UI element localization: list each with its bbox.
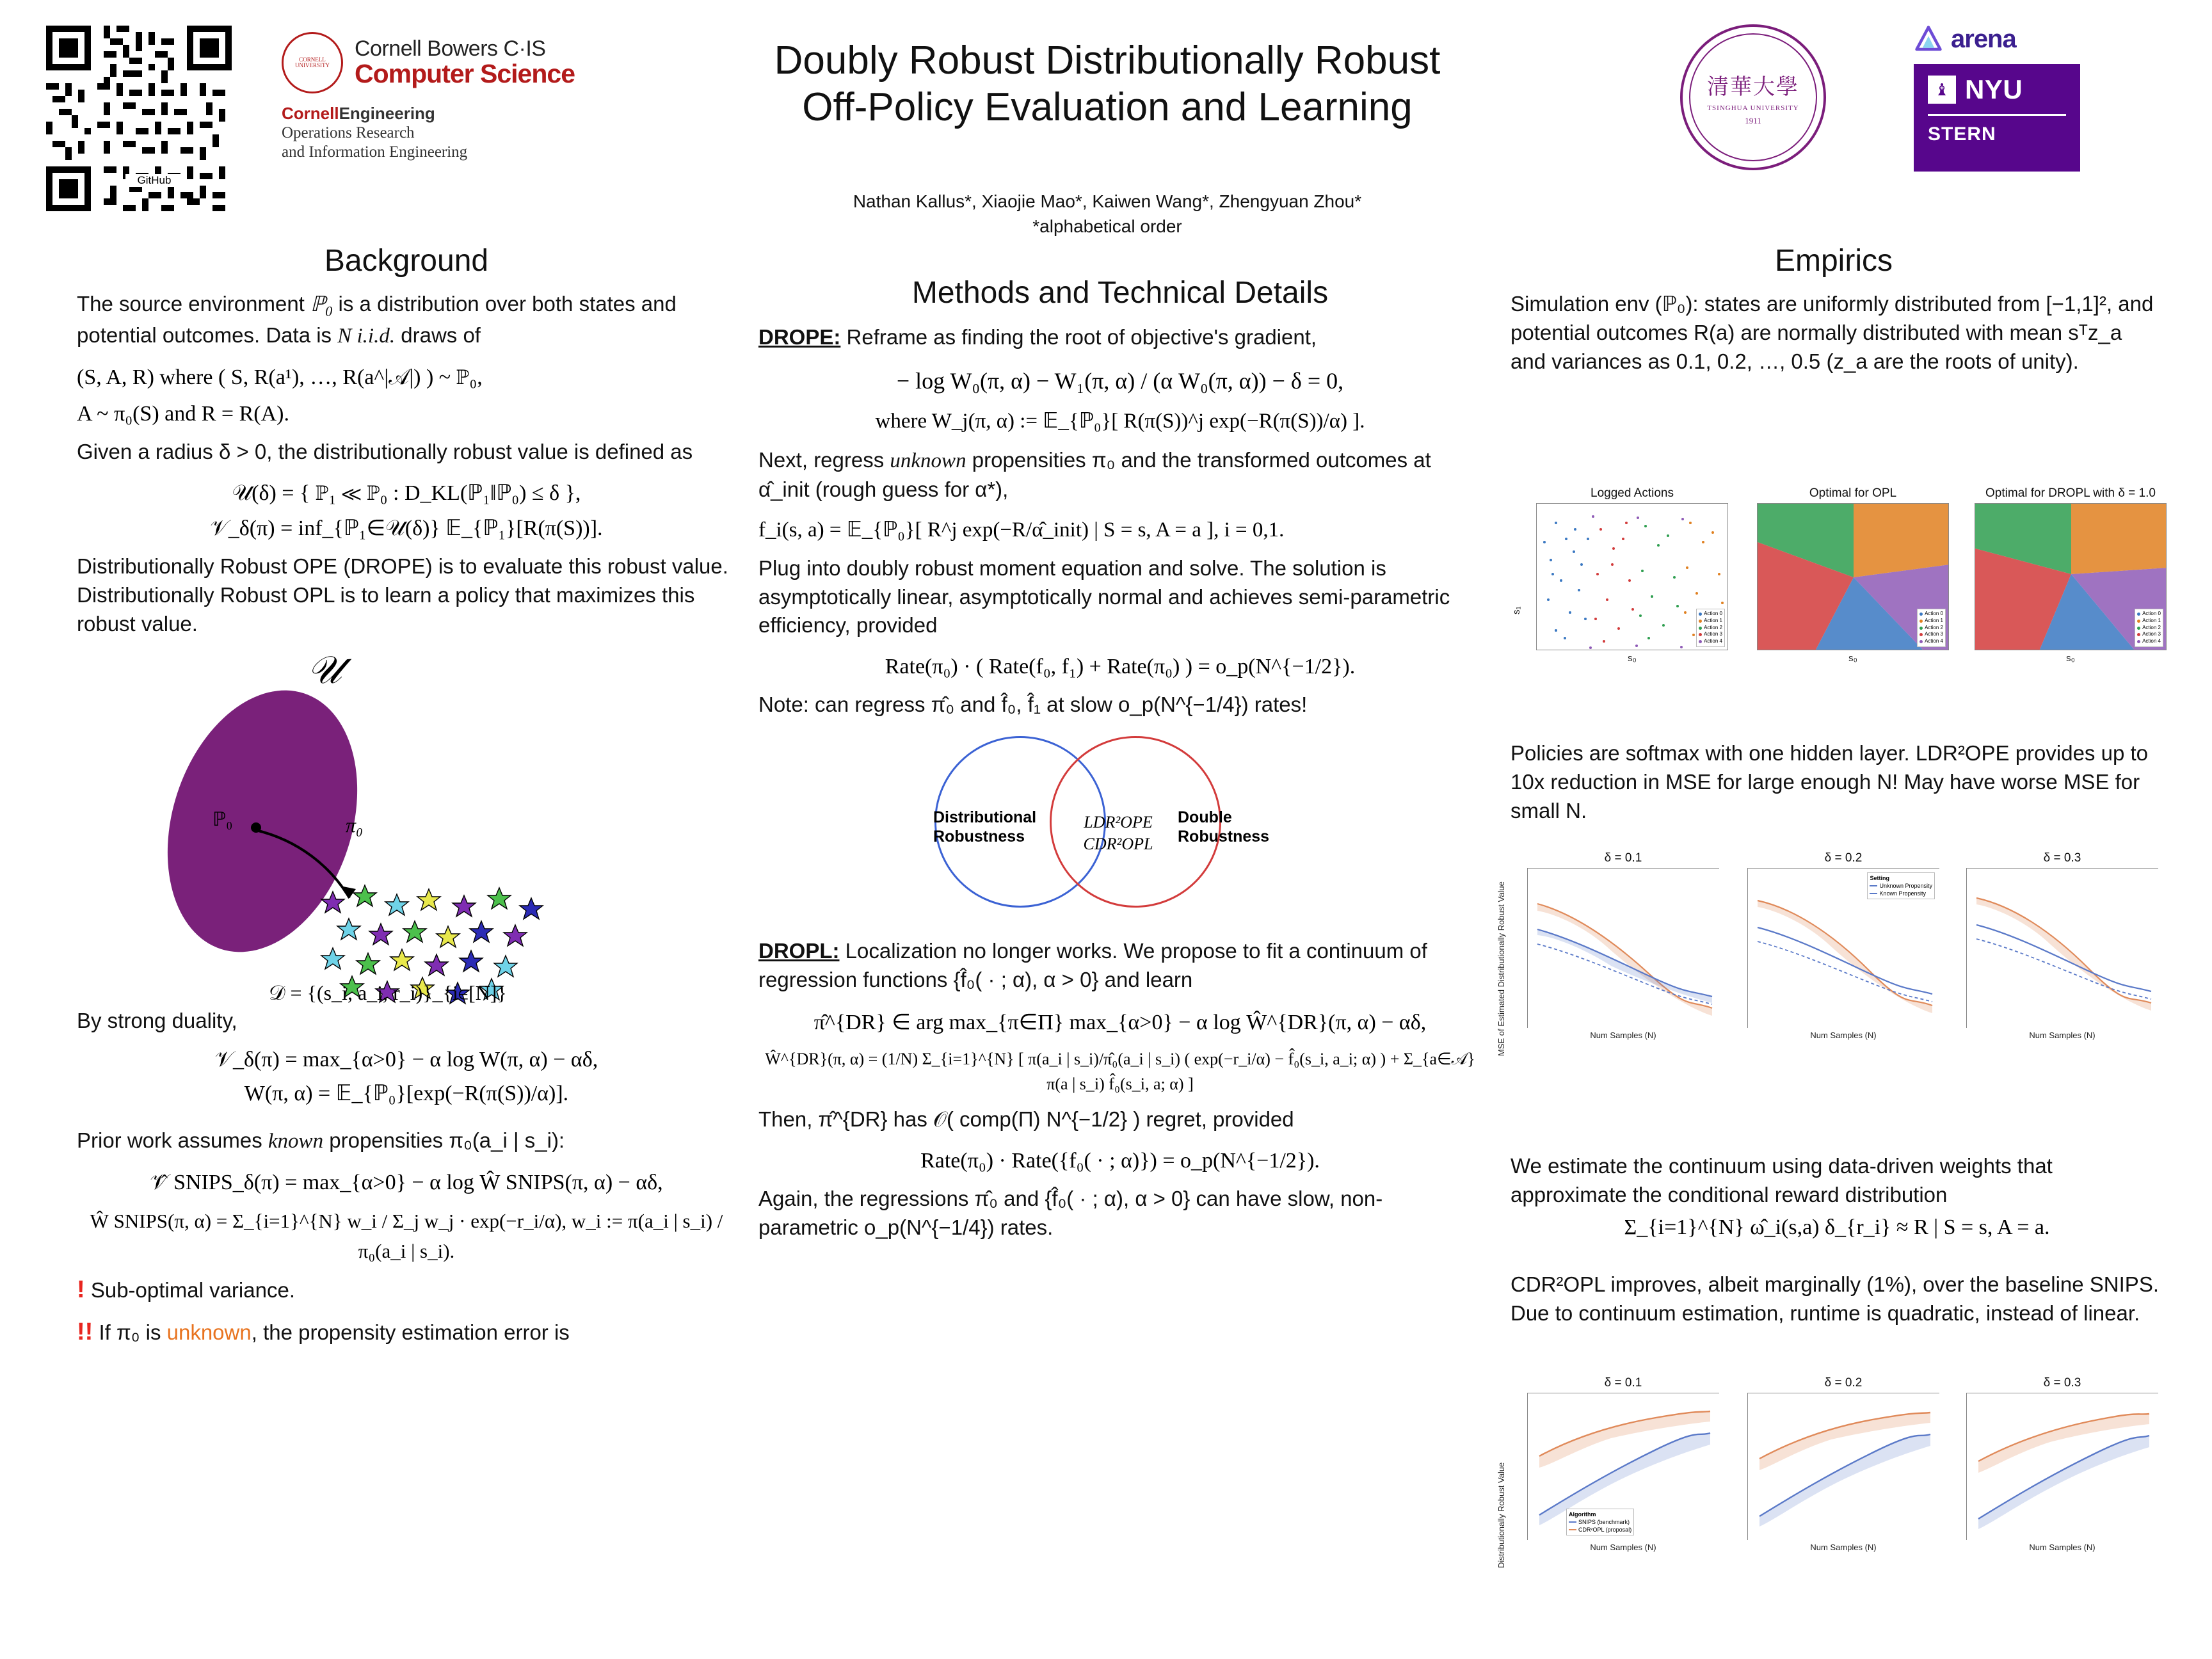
background-paragraph-4: By strong duality, [77,1009,237,1033]
drope-label: DROPE: [758,325,841,349]
bg-p1-a: The source environment [77,292,311,316]
cornell-engineering-label [282,104,640,124]
scatter-figure-row [1507,486,2173,685]
bullet-2-em: unknown [166,1320,252,1344]
line-series [1967,1393,2159,1541]
bullet-2-b: , the propensity estimation error is [251,1320,570,1344]
bg-p5-b: propensities π₀(a_i | s_i): [323,1128,565,1153]
equation-rate-condition: Rate(π₀) · ( Rate(f₀, f₁) + Rate(π₀) ) = o_p(N^{−1/2}). [885,655,1356,679]
opl-ylabel: Distributionally Robust Value [1496,1462,1506,1568]
equation-weights: Σ_{i=1}^{N} ω̂_i(s,a) δ_{r_i} ≈ R | S = s, A = a. [1624,1215,2050,1239]
figure-opl-delta-01 [1514,1376,1732,1552]
figure-title: δ = 0.1 [1604,1376,1642,1390]
arena-wordmark: arena [1951,24,2016,53]
venn-label-left [933,808,1037,846]
legend-item: CDR²OPL (proposal) [1569,1526,1631,1534]
venn-label-center [1064,812,1173,855]
section-heading-methods: Methods and Technical Details [911,276,1329,310]
line-xlabel: Num Samples (N) [1590,1030,1656,1040]
venn-right-line2: Robustness [1178,828,1270,846]
line-plot-area [1527,1393,1719,1540]
legend-item: Action 2 [2137,625,2161,632]
empirics-paragraph-4: CDR²OPL improves, albeit marginally (1%), over the baseline SNIPS. Due to continuum estimation, runtime is quadratic, instead of linear. [1511,1272,2159,1325]
bullet-2-a: If π₀ is [99,1320,167,1344]
warn-mark-1: ! [77,1276,85,1304]
line-xlabel: Num Samples (N) [2029,1543,2096,1552]
figure-title: δ = 0.2 [1824,1376,1863,1390]
uncertainty-set-figure [77,648,691,1032]
venn-mid-line1: LDR²OPE [1084,813,1153,832]
cornell-seal: CORNELL UNIVERSITY [282,32,343,93]
figure-optimal-opl [1747,486,1959,664]
bg-p1-n: N i.i.d. [337,325,396,348]
equation-w-dr: Ŵ^{DR}(π, α) = (1/N) Σ_{i=1}^{N} [ π(a_i | s_i)/π̂₀(a_i | s_i) ( exp(−r_i/α) − f̂₀(s_i, a_i; α) ) + Σ_{a∈𝒜} π(a | s_i) f̂₀(s_i, a; α) ] [765,1049,1475,1093]
sample-stars [314,879,646,1032]
scatter-plot-area [1757,503,1949,650]
next-unknown: unknown [890,449,966,473]
tsinghua-cn-name: 清華大學 [1707,75,1799,99]
dropl-label: DROPL: [758,939,840,963]
line-plot-area [1527,868,1719,1028]
title-line-2: Off-Policy Evaluation and Learning [802,85,1413,130]
equation-uncertainty-set: 𝒰(δ) = { ℙ₁ ≪ ℙ₀ : D_KL(ℙ₁‖ℙ₀) ≤ δ }, [232,481,581,505]
page-title [646,37,1568,131]
cornell-orie-line2: and Information Engineering [282,143,468,161]
mse-ylabel: MSE of Estimated Distributionally Robust Value [1496,881,1506,1056]
tsinghua-logo [1680,24,1840,184]
venn-diagram [922,736,1318,915]
figure-u-label: 𝒰 [307,649,342,692]
line-series [1528,869,1720,1029]
title-line-1: Doubly Robust Distributionally Robust [774,38,1441,83]
mse-figure-row [1491,851,2170,1069]
legend-item: Action 0 [1699,611,1722,618]
tsinghua-en-name: TSINGHUA UNIVERSITY [1707,104,1799,112]
bg-p5-a: Prior work assumes [77,1128,268,1153]
background-paragraph-2: Given a radius δ > 0, the distributionally robust value is defined as [77,439,693,463]
legend-item: Unknown Propensity [1870,882,1932,890]
figure-logged-actions [1527,486,1738,664]
scatter-ylabel: s₁ [1511,606,1522,614]
figure-title: Logged Actions [1591,486,1674,500]
background-paragraph-3: Distributionally Robust OPE (DROPE) is to evaluate this robust value. Distributionally Robust OPL is to learn a policy that maximizes this robust value. [77,554,728,636]
line-xlabel: Num Samples (N) [2029,1030,2096,1040]
equation-snips-value: 𝒱̂ SNIPS_δ(π) = max_{α>0} − α log Ŵ SNIPS(π, α) − αδ, [150,1171,663,1195]
nyu-school-label: STERN [1928,124,1996,145]
cornell-eng-bold: Cornell [282,104,339,123]
equation-regret-rate: Rate(π₀) · Rate({f₀( · ; α)}) = o_p(N^{−1/2}). [920,1148,1320,1173]
empirics-paragraph-2: Policies are softmax with one hidden layer. LDR²OPE provides up to 10x reduction in MSE for large enough N! May have worse MSE for small N. [1511,741,2148,822]
regret-paragraph: Then, π̂^{DR} has 𝒪( comp(Π) N^{−1/2} ) regret, provided [758,1107,1294,1131]
venn-label-right [1178,808,1293,846]
bullet-1-text: Sub-optimal variance. [90,1278,295,1302]
equation-strong-duality-1: 𝒱_δ(π) = max_{α>0} − α log W(π, α) − αδ, [214,1048,598,1072]
figure-mse-delta-03 [1953,851,2171,1040]
cornell-eng-rest: Engineering [339,104,435,123]
p0-label: ℙ₀ [212,809,233,831]
legend-item: Action 0 [2137,611,2161,618]
bullet-unknown-propensity [77,1316,736,1349]
plug-in-paragraph: Plug into doubly robust moment equation and solve. The solution is asymptotically linear, asymptotically normal and achieves semi-parametric efficiency, provided [758,556,1450,637]
slow-rate-note: Note: can regress π̂₀ and f̂₀, f̂₁ at slow o_p(N^{−1/4}) rates! [758,693,1308,717]
cornell-orie-line1: Operations Research [282,124,415,141]
nyu-wordmark: NYU [1965,74,2023,104]
qr-label: GitHub [125,174,183,187]
regression-paragraph [758,446,1482,504]
venn-right-line1: Double [1178,808,1232,827]
tsinghua-year: 1911 [1745,115,1761,125]
figure-title: δ = 0.3 [2043,1376,2081,1390]
legend-item: Action 4 [1919,638,1943,645]
warn-mark-2: !! [77,1318,93,1345]
line-series [1748,1393,1940,1541]
section-heading-empirics: Empirics [1774,244,1893,278]
line-series [1967,869,2159,1029]
opl-legend: Algorithm SNIPS (benchmark) CDR²OPL (proposal) [1566,1509,1634,1535]
nyu-stern-logo [1914,64,2080,172]
scatter-xlabel: s₀ [2066,653,2075,664]
qr-code[interactable] [46,26,232,211]
legend-item: Known Propensity [1870,890,1932,897]
scatter-plot-area [1536,503,1728,650]
bg-p1-b: is a distribution over both states and potential outcomes. Data is [77,292,677,348]
section-heading-background: Background [324,244,489,278]
equation-strong-duality-2: W(π, α) = 𝔼_{ℙ₀}[exp(−R(π(S))/α)]. [244,1082,569,1106]
figure-title: δ = 0.1 [1604,851,1642,865]
legend-item: Action 4 [1699,638,1722,645]
cornell-cs-label: Computer Science [355,59,575,88]
figure-optimal-dropl [1965,486,2176,664]
venn-left-line1: Distributional [933,808,1037,827]
bg-p1-c: draws of [395,323,481,348]
legend-item: Action 4 [2137,638,2161,645]
scatter-legend [2135,609,2163,647]
column-background [77,243,736,1349]
legend-item: Action 3 [2137,631,2161,638]
legend-item: SNIPS (benchmark) [1569,1518,1631,1526]
legend-item: Action 1 [1699,618,1722,625]
author-list [646,189,1568,239]
figure-opl-delta-03 [1953,1376,2171,1552]
scatter-legend [1917,609,1946,647]
opl-figure-row [1491,1376,2170,1587]
line-plot-area [1747,1393,1939,1540]
background-paragraph-1: The source environment ℙ$_0$ is a distribution over both states and potential outcomes. Data is N i.i.d. draws of [77,292,677,348]
scatter-legend [1696,609,1725,647]
next-a: Next, regress [758,448,890,472]
empirics-paragraph-1: Simulation env (ℙ₀): states are uniformly distributed from [−1,1]², and potential outcomes R(a) are normally distributed with mean sᵀz_a and variances as 0.1, 0.2, …, 0.5 (z_a are the roots of unity). [1511,292,2154,373]
empirics-paragraph-3: We estimate the continuum using data-driven weights that approximate the conditional reward distribution [1511,1154,2053,1206]
equation-wj-definition: where W_j(π, α) := 𝔼_{ℙ₀}[ R(π(S))^j exp(−R(π(S))/α) ]. [875,409,1365,433]
scatter-plot-area [1975,503,2167,650]
pi0-label: π₀ [346,813,364,837]
torch-icon: ♝ [1928,76,1956,104]
legend-item: Action 1 [1919,618,1943,625]
drope-paragraph [758,323,1482,352]
line-plot-area [1966,868,2158,1028]
figure-title: δ = 0.3 [2043,851,2081,865]
arena-triangle-icon [1914,24,1943,54]
dropl-paragraph [758,937,1482,995]
venn-left-line2: Robustness [933,828,1025,846]
legend-item: Action 2 [1699,625,1722,632]
figure-mse-delta-02 [1735,851,1952,1040]
column-empirics [1511,243,2157,387]
line-xlabel: Num Samples (N) [1590,1543,1656,1552]
legend-item: Action 3 [1919,631,1943,638]
mse-setting-legend: Setting Unknown Propensity Known Propensity [1867,872,1935,899]
arena-logo [1914,24,2087,54]
equation-snips-weights: Ŵ SNIPS(π, α) = Σ_{i=1}^{N} w_i / Σ_j w_j · exp(−r_i/α), w_i := π(a_i | s_i) / π₀(a_i | s_i). [90,1210,723,1262]
legend-item: Action 1 [2137,618,2161,625]
line-xlabel: Num Samples (N) [1810,1030,1877,1040]
legend-item: Action 3 [1699,631,1722,638]
figure-mse-delta-01 [1514,851,1732,1040]
figure-title: δ = 0.2 [1824,851,1863,865]
equation-data-generating-2: A ~ π₀(S) and R = R(A). [77,401,289,426]
equation-data-generating: (S, A, R) where ( S, R(a¹), …, R(a^|𝒜|) ) ~ ℙ₀, [77,365,483,389]
legend-item: Action 2 [1919,625,1943,632]
nonparametric-rates-paragraph: Again, the regressions π̂₀ and {f̂₀( · ; α), α > 0} can have slow, non-parametric o_p(N^{−1/4}) rates. [758,1186,1383,1239]
drope-text: Reframe as finding the root of objective's gradient, [840,325,1317,349]
legend-item: Action 0 [1919,611,1943,618]
dropl-text: Localization no longer works. We propose to fit a continuum of regression functions {f̂₀( · ; α), α > 0} and learn [758,939,1427,991]
authors-names: Nathan Kallus*, Xiaojie Mao*, Kaiwen Wang*, Zhengyuan Zhou* [853,191,1362,211]
equation-pi-dr: π̂^{DR} ∈ arg max_{π∈Π} max_{α>0} − α log Ŵ^{DR}(π, α) − αδ, [813,1010,1427,1034]
line-plot-area [1747,868,1939,1028]
cornell-bowers-label: Cornell Bowers C·IS [355,36,546,61]
background-paragraph-5 [77,1126,736,1156]
line-xlabel: Num Samples (N) [1810,1543,1877,1552]
next-b: propensities π₀ and the transformed outcomes at α̂_init (rough guess for α*), [758,448,1431,502]
bullet-suboptimal-variance [77,1274,736,1307]
line-plot-area [1966,1393,2158,1540]
column-methods [758,275,1482,1253]
scatter-xlabel: s₀ [1628,653,1637,664]
scatter-xlabel: s₀ [1848,653,1857,664]
figure-opl-delta-02 [1735,1376,1952,1552]
authors-note: *alphabetical order [1032,216,1182,237]
equation-gradient-root: − log W₀(π, α) − W₁(π, α) / (α W₀(π, α)) − δ = 0, [896,367,1344,394]
equation-fi-regression: f_i(s, a) = 𝔼_{ℙ₀}[ R^j exp(−R/α̂_init) | S = s, A = a ], i = 0,1. [758,518,1285,542]
figure-title: Optimal for DROPL with δ = 1.0 [1985,486,2156,500]
dataset-label: 𝒟 = {(s_i, a_i, r_i)}_{i∈[N]} [269,981,507,1005]
figure-title: Optimal for OPL [1809,486,1897,500]
cornell-logo [282,32,640,161]
nyu-divider [1928,114,2066,116]
venn-mid-line2: CDR²OPL [1083,834,1153,853]
bg-p5-known: known [268,1130,324,1153]
equation-robust-value: 𝒱_δ(π) = inf_{ℙ₁∈𝒰(δ)} 𝔼_{ℙ₁}[R(π(S))]. [210,516,603,540]
